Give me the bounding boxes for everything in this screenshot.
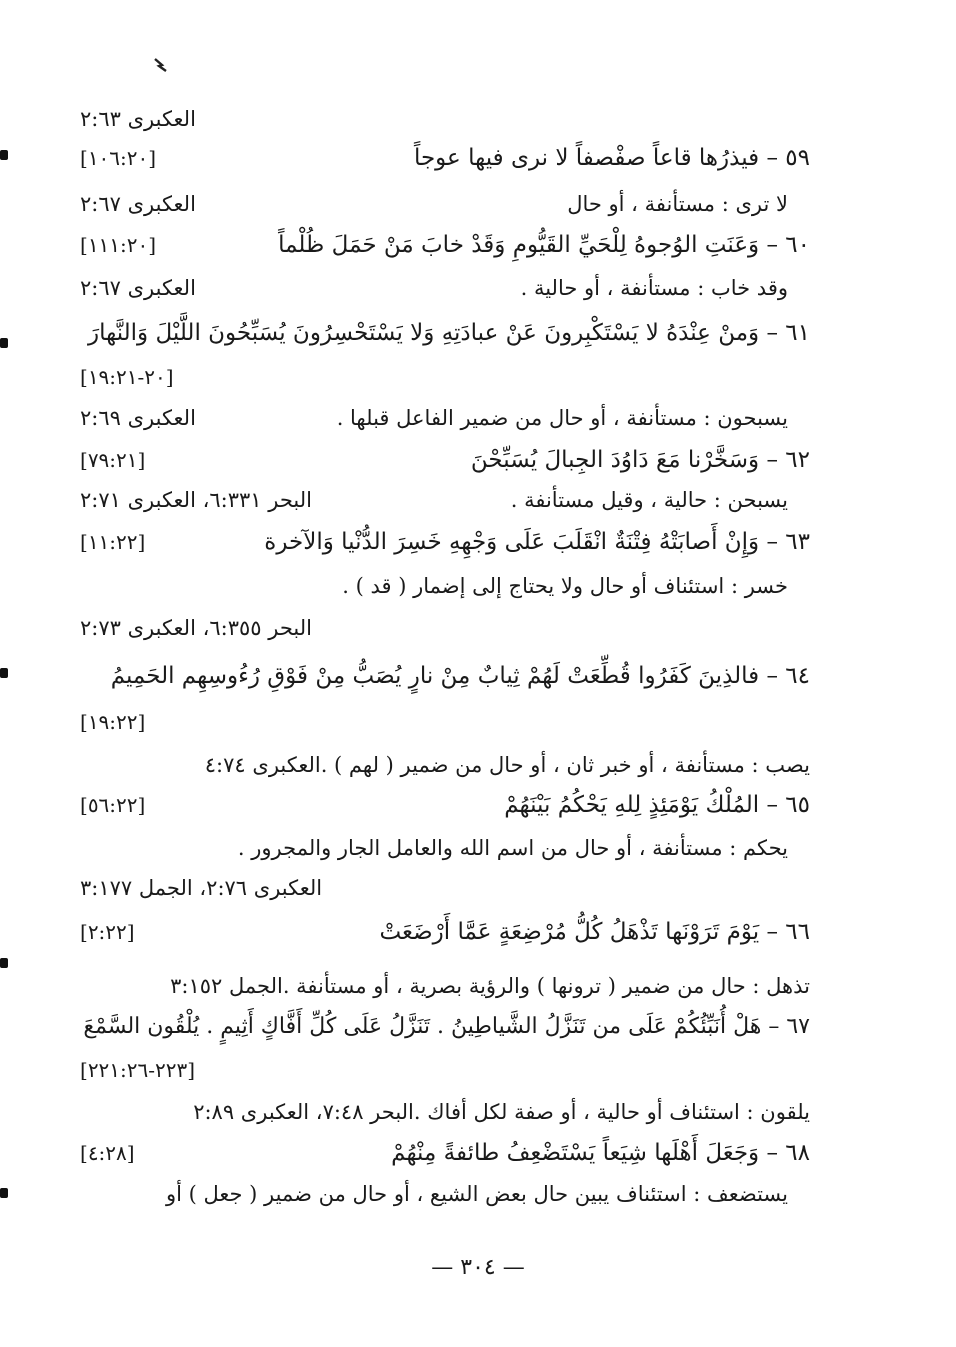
verse-67-ref-line bbox=[80, 1050, 810, 1090]
source-ref: العكبرى ٢:٦٧ bbox=[80, 276, 196, 300]
verse-text: ٦٢ – وَسَخَّرْنا مَعَ دَاوُدَ الجِبالَ يُسَبِّحْنَ bbox=[470, 447, 810, 473]
verse-64-ref-line bbox=[80, 702, 810, 742]
comment-65 bbox=[80, 828, 810, 868]
verse-ref: [٢:٢٢] bbox=[80, 920, 135, 944]
comment-64 bbox=[80, 745, 810, 785]
comment-65-source-line bbox=[80, 868, 810, 908]
verse-68 bbox=[80, 1133, 810, 1173]
comment-61 bbox=[80, 398, 810, 438]
verse-text: ٦١ – وَمنْ عِنْدَهُ لا يَسْتَكْبِرونَ عَنْ عبادَتِهِ وَلا يَسْتَحْسِرُونَ يُسَبِّحُونَ اللَّيْلَ وَالنَّهارَ bbox=[87, 320, 810, 346]
source-ref: البحر ٦:٣٣١، العكبرى ٢:٧١ bbox=[80, 488, 312, 512]
comment-59 bbox=[80, 184, 810, 224]
comment-text: يلقون : استئناف أو حالية ، أو صفة لكل أفاك .البحر ٧:٤٨، العكبرى ٢:٨٩ bbox=[193, 1100, 810, 1124]
verse-ref: [١٠٦:٢٠] bbox=[80, 146, 157, 170]
comment-text: خسر : استئناف أو حال ولا يحتاج إلى إضمار ( قد ) . bbox=[342, 574, 788, 598]
source-ref: العكبرى ٢:٦٧ bbox=[80, 192, 196, 216]
verse-64 bbox=[80, 656, 810, 696]
verse-text: ٦٧ – هَلْ أُنَبِّئُكُمْ عَلَى من تَنَزَّلُ الشَّياطِينُ . تَنَزَّلُ عَلَى كُلِّ أَفَّاكٍ أَثِيمٍ . يُلْقُون السَّمْعَ bbox=[83, 1013, 810, 1039]
comment-text: يسبحن : حالية ، وقيل مستأنفة . bbox=[510, 488, 788, 512]
source-ref: العكبرى ٢:٦٩ bbox=[80, 406, 196, 430]
comment-text: وقد خاب : مستأنفة ، أو حالية . bbox=[520, 276, 788, 300]
line-1 bbox=[80, 99, 810, 139]
scan-margin-mark bbox=[0, 150, 8, 160]
page-number: — ٣٠٤ — bbox=[431, 1255, 525, 1280]
comment-text: يصب : مستأنفة ، أو خبر ثان ، أو حال من ضمير ( لهم ) .العكبرى ٤:٧٤ bbox=[204, 753, 810, 777]
comment-63-source-line bbox=[80, 608, 810, 648]
verse-65 bbox=[80, 785, 810, 825]
comment-text: لا ترى : مستأنفة ، أو حال bbox=[567, 192, 788, 216]
scan-mark-icon bbox=[152, 56, 170, 74]
source-ref: العكبرى ٢:٦٣ bbox=[80, 107, 196, 131]
verse-59 bbox=[80, 138, 810, 178]
verse-62 bbox=[80, 440, 810, 480]
verse-text: ٦٠ – وَعَنَتِ الوُجوهُ لِلْحَيِّ القَيُّومِ وَقَدْ خابَ مَنْ حَمَلَ ظُلْماً bbox=[278, 232, 810, 258]
verse-text: ٦٥ – المُلْكُ يَوْمَئِذٍ لِلهِ يَحْكُمُ بَيْنَهُمْ bbox=[504, 792, 810, 818]
scan-margin-mark bbox=[0, 1188, 8, 1198]
comment-62 bbox=[80, 480, 810, 520]
verse-ref: [٢٠-١٩:٢١] bbox=[80, 365, 174, 389]
verse-text: ٥٩ – فيذرُها قاعاً صفْصفاً لا نرى فيها عوجاً bbox=[413, 145, 810, 171]
verse-61-ref-line bbox=[80, 357, 810, 397]
scan-margin-mark bbox=[0, 958, 8, 968]
comment-text: تذهل : حال من ضمير ( ترونها ) والرؤية بصرية ، أو مستأنفة .الجمل ٣:١٥٢ bbox=[170, 974, 810, 998]
verse-63 bbox=[80, 522, 810, 562]
verse-ref: [٤:٢٨] bbox=[80, 1141, 135, 1165]
comment-text: يسبحون : مستأنفة ، أو حال من ضمير الفاعل قبلها . bbox=[336, 406, 788, 430]
comment-text: يستضعف : استئناف يبين حال بعض الشيع ، أو حال من ضمير ( جعل ) أو bbox=[165, 1182, 788, 1206]
verse-text: ٦٦ – يَوْمَ تَرَوْنَها تَذْهَلُ كُلُّ مُرْضِعَةٍ عَمَّا أَرْضَعَتْ bbox=[379, 919, 810, 945]
source-ref: العكبرى ٢:٧٦، الجمل ٣:١٧٧ bbox=[80, 876, 323, 900]
comment-text: يحكم : مستأنفة ، أو حال من اسم الله والعامل الجار والمجرور . bbox=[237, 836, 788, 860]
scan-margin-mark bbox=[0, 668, 8, 678]
verse-60 bbox=[80, 225, 810, 265]
verse-text: ٦٨ – وَجَعَلَ أَهْلَها شِيَعاً يَسْتَضْعِفُ طائفةً مِنْهُمْ bbox=[391, 1140, 810, 1166]
comment-60 bbox=[80, 268, 810, 308]
scan-margin-mark bbox=[0, 338, 8, 348]
comment-68 bbox=[80, 1174, 810, 1214]
verse-ref: [٥٦:٢٢] bbox=[80, 793, 146, 817]
verse-ref: [١١:٢٢] bbox=[80, 530, 146, 554]
verse-67 bbox=[80, 1006, 810, 1046]
verse-ref: [١١١:٢٠] bbox=[80, 233, 157, 257]
verse-text: ٦٣ – وَإِنْ أَصابَتْهُ فِتْنَةٌ انْقَلَبَ عَلَى وَجْهِهِ خَسِرَ الدُّنْيا وَالآخرة bbox=[264, 529, 810, 555]
verse-ref: [١٩:٢٢] bbox=[80, 710, 146, 734]
verse-66 bbox=[80, 912, 810, 952]
verse-ref: [٧٩:٢١] bbox=[80, 448, 146, 472]
verse-text: ٦٤ – فالذِينَ كَفَرُوا قُطِّعَتْ لَهُمْ ثِيابٌ مِنْ نارٍ يُصَبُّ مِنْ فَوْقِ رُءُوسِهِم الحَمِيمُ bbox=[110, 663, 810, 689]
comment-66 bbox=[80, 966, 810, 1006]
source-ref: البحر ٦:٣٥٥، العكبرى ٢:٧٣ bbox=[80, 616, 312, 640]
comment-67 bbox=[80, 1092, 810, 1132]
verse-61 bbox=[80, 313, 810, 353]
verse-ref: [٢٢٣-٢٢١:٢٦] bbox=[80, 1058, 196, 1082]
comment-63 bbox=[80, 566, 810, 606]
